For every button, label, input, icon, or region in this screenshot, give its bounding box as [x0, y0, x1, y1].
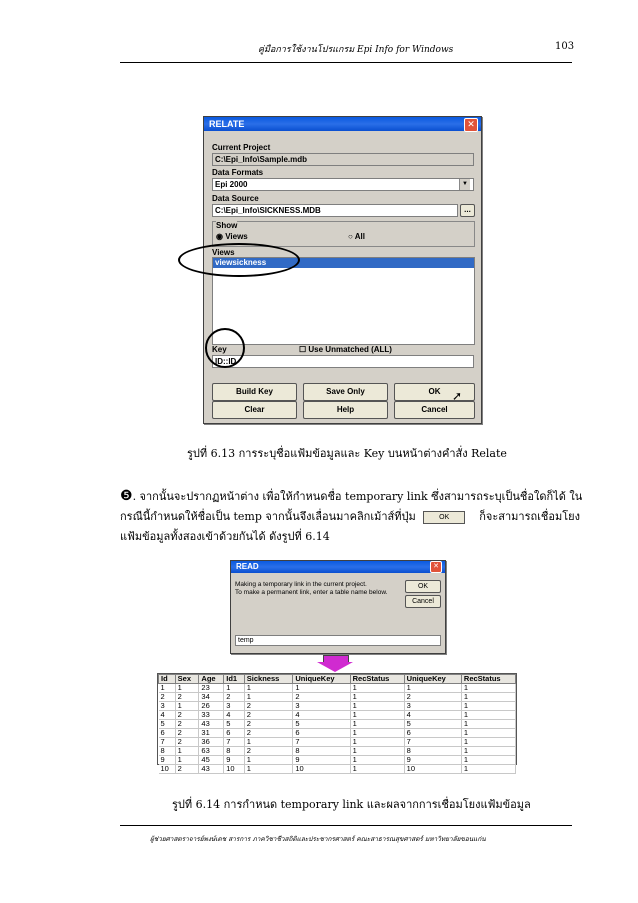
data-source-label: Data Source [212, 194, 259, 203]
table-header-cell: Id [159, 675, 176, 684]
close-icon[interactable]: ✕ [464, 118, 478, 132]
table-header-cell: RecStatus [350, 675, 404, 684]
table-cell: 1 [224, 684, 245, 693]
table-cell: 1 [293, 684, 350, 693]
table-cell: 7 [159, 738, 176, 747]
table-cell: 1 [175, 702, 199, 711]
footer-text: ผู้ช่วยศาสตราจารย์พงษ์เดช สารการ ภาควิชาชีวสถิติและประชากรศาสตร์ คณะสาธารณสุขศาสตร์ มหาวิทยาลัยขอนแก่น [150, 835, 486, 843]
table-cell: 1 [350, 693, 404, 702]
table-cell: 2 [175, 711, 199, 720]
table-cell: 2 [175, 738, 199, 747]
read-cancel-button[interactable]: Cancel [405, 595, 441, 608]
relate-titlebar: RELATE [204, 117, 481, 131]
table-cell: 9 [224, 756, 245, 765]
table-cell: 10 [159, 765, 176, 774]
table-cell: 3 [293, 702, 350, 711]
current-project-label: Current Project [212, 143, 271, 152]
data-format-select[interactable]: Epi 2000 [212, 178, 474, 191]
bullet-5: ❺ [120, 488, 133, 504]
table-cell: 1 [350, 720, 404, 729]
all-radio[interactable]: ○ All [348, 232, 365, 241]
views-highlight-oval [178, 243, 300, 277]
table-cell: 9 [293, 756, 350, 765]
table-cell: 2 [175, 729, 199, 738]
table-cell: 43 [199, 720, 224, 729]
browse-button[interactable]: ... [460, 204, 475, 217]
table-cell: 2 [244, 720, 293, 729]
header-rule [120, 62, 572, 63]
table-cell: 2 [224, 693, 245, 702]
table-cell: 1 [461, 711, 515, 720]
table-row [159, 729, 516, 738]
table-cell: 6 [293, 729, 350, 738]
read-dialog [230, 560, 446, 654]
table-cell: 1 [461, 693, 515, 702]
table-cell: 8 [224, 747, 245, 756]
ok-button-image: OK [423, 511, 465, 524]
table-cell: 8 [404, 747, 461, 756]
table-cell: 1 [350, 711, 404, 720]
table-cell: 1 [244, 765, 293, 774]
page-number: 103 [555, 41, 575, 52]
table-header-cell: UniqueKey [293, 675, 350, 684]
table-cell: 8 [159, 747, 176, 756]
table-row [159, 693, 516, 702]
table-row [159, 765, 516, 774]
table-cell: 2 [175, 720, 199, 729]
key-highlight-oval [205, 328, 245, 368]
table-cell: 10 [224, 765, 245, 774]
table-header-cell: Age [199, 675, 224, 684]
chevron-down-icon[interactable]: ▼ [459, 179, 470, 190]
table-cell: 2 [244, 711, 293, 720]
footer-rule [120, 825, 572, 826]
list-item[interactable]: viewsickness [213, 258, 474, 268]
table-cell: 1 [461, 702, 515, 711]
table-cell: 36 [199, 738, 224, 747]
close-icon[interactable]: ✕ [430, 561, 442, 573]
table-cell: 4 [404, 711, 461, 720]
table-header-cell: UniqueKey [404, 675, 461, 684]
table-cell: 5 [224, 720, 245, 729]
read-ok-button[interactable]: OK [405, 580, 441, 593]
key-field[interactable]: ID::ID [212, 355, 474, 368]
table-cell: 10 [293, 765, 350, 774]
table-cell: 43 [199, 765, 224, 774]
table-cell: 4 [224, 711, 245, 720]
key-label: Key [212, 345, 227, 354]
table-cell: 63 [199, 747, 224, 756]
table-row [159, 711, 516, 720]
table-cell: 6 [224, 729, 245, 738]
table-cell: 1 [461, 720, 515, 729]
table-cell: 2 [175, 765, 199, 774]
table-cell: 33 [199, 711, 224, 720]
link-name-input[interactable]: temp [235, 635, 441, 646]
use-unmatched-checkbox[interactable]: ☐ Use Unmatched (ALL) [299, 345, 392, 354]
table-header-cell: Sickness [244, 675, 293, 684]
table-cell: 2 [244, 702, 293, 711]
body-paragraph: ❺. จากนั้นจะปรากฏหน้าต่าง เพื่อให้กำหนดชื่อ temporary link ซึ่งสามารถระบุเป็นชื่อใดก็ได้ ใน กรณีนี้กำหนดให้ชื่อเป็น temp จากนั้นจึงเลื่อนมาคลิกเม้าส์ที่ปุ่ม OK ก็จะสามารถเชื่อมโยง แฟ้มข้อมูลทั้งสองเข้าด้วยกันได้ ดังรูปที่ 6.14 [120, 488, 583, 543]
table-cell: 1 [350, 684, 404, 693]
table-cell: 4 [293, 711, 350, 720]
table-cell: 31 [199, 729, 224, 738]
table-cell: 1 [350, 756, 404, 765]
table-cell: 8 [293, 747, 350, 756]
table-cell: 5 [293, 720, 350, 729]
table-header-cell: RecStatus [461, 675, 515, 684]
table-cell: 1 [461, 747, 515, 756]
views-label: Views [212, 248, 235, 257]
table-header-cell: Id1 [224, 675, 245, 684]
table-row [159, 702, 516, 711]
table-cell: 1 [350, 702, 404, 711]
table-cell: 1 [175, 747, 199, 756]
table-cell: 1 [159, 684, 176, 693]
table-cell: 1 [350, 729, 404, 738]
table-cell: 3 [159, 702, 176, 711]
current-project-field: C:\Epi_Info\Sample.mdb [212, 153, 474, 166]
table-cell: 7 [404, 738, 461, 747]
table-cell: 5 [159, 720, 176, 729]
linked-data-table [157, 673, 517, 773]
table-cell: 6 [404, 729, 461, 738]
down-arrow-head [317, 662, 353, 672]
table-row [159, 684, 516, 693]
table-cell: 1 [350, 747, 404, 756]
table-cell: 23 [199, 684, 224, 693]
table-cell: 1 [244, 756, 293, 765]
table-cell: 9 [159, 756, 176, 765]
mouse-cursor-icon: ➚ [452, 389, 463, 403]
table-cell: 1 [175, 756, 199, 765]
table-cell: 5 [404, 720, 461, 729]
show-label: Show [216, 221, 238, 230]
table-cell: 4 [159, 711, 176, 720]
table-cell: 1 [461, 729, 515, 738]
clear-button[interactable]: Clear [212, 401, 297, 419]
table-cell: 7 [224, 738, 245, 747]
table-cell: 2 [244, 729, 293, 738]
data-source-field[interactable]: C:\Epi_Info\SICKNESS.MDB [212, 204, 458, 217]
cancel-button[interactable]: Cancel [394, 401, 475, 419]
table-cell: 2 [244, 747, 293, 756]
read-titlebar: READ [231, 561, 445, 573]
table-cell: 34 [199, 693, 224, 702]
table-cell: 9 [404, 756, 461, 765]
running-header: คู่มือการใช้งานโปรแกรม Epi Info for Windows [258, 45, 454, 55]
help-button[interactable]: Help [303, 401, 388, 419]
table-row [159, 747, 516, 756]
ok-button[interactable]: OK [394, 383, 475, 401]
read-message: Making a temporary link in the current project. To make a permanent link, enter a table name below. [235, 581, 388, 596]
table-cell: 1 [244, 693, 293, 702]
table-cell: 6 [159, 729, 176, 738]
table-cell: 2 [175, 693, 199, 702]
views-radio[interactable]: ◉ Views [216, 232, 248, 241]
table-row [159, 738, 516, 747]
table-cell: 1 [350, 738, 404, 747]
table-cell: 2 [159, 693, 176, 702]
build-key-button[interactable]: Build Key [212, 383, 297, 401]
table-cell: 2 [293, 693, 350, 702]
table-row [159, 756, 516, 765]
table-cell: 1 [350, 765, 404, 774]
table-cell: 3 [404, 702, 461, 711]
table-cell: 1 [175, 684, 199, 693]
table-cell: 1 [244, 684, 293, 693]
table-cell: 1 [244, 738, 293, 747]
table-cell: 2 [404, 693, 461, 702]
table-cell: 7 [293, 738, 350, 747]
table-cell: 1 [404, 684, 461, 693]
table-cell: 1 [461, 765, 515, 774]
table-cell: 26 [199, 702, 224, 711]
table-header-cell: Sex [175, 675, 199, 684]
table-cell: 1 [461, 756, 515, 765]
table-cell: 1 [461, 738, 515, 747]
table-cell: 45 [199, 756, 224, 765]
table-cell: 3 [224, 702, 245, 711]
table-cell: 10 [404, 765, 461, 774]
table-cell: 1 [461, 684, 515, 693]
table-row [159, 720, 516, 729]
figure-caption-6-13: รูปที่ 6.13 การระบุชื่อแฟ้มข้อมูลและ Key บนหน้าต่างคำสั่ง Relate [187, 447, 507, 460]
save-only-button[interactable]: Save Only [303, 383, 388, 401]
data-formats-label: Data Formats [212, 168, 264, 177]
figure-caption-6-14: รูปที่ 6.14 การกำหนด temporary link และผลจากการเชื่อมโยงแฟ้มข้อมูล [172, 798, 531, 811]
